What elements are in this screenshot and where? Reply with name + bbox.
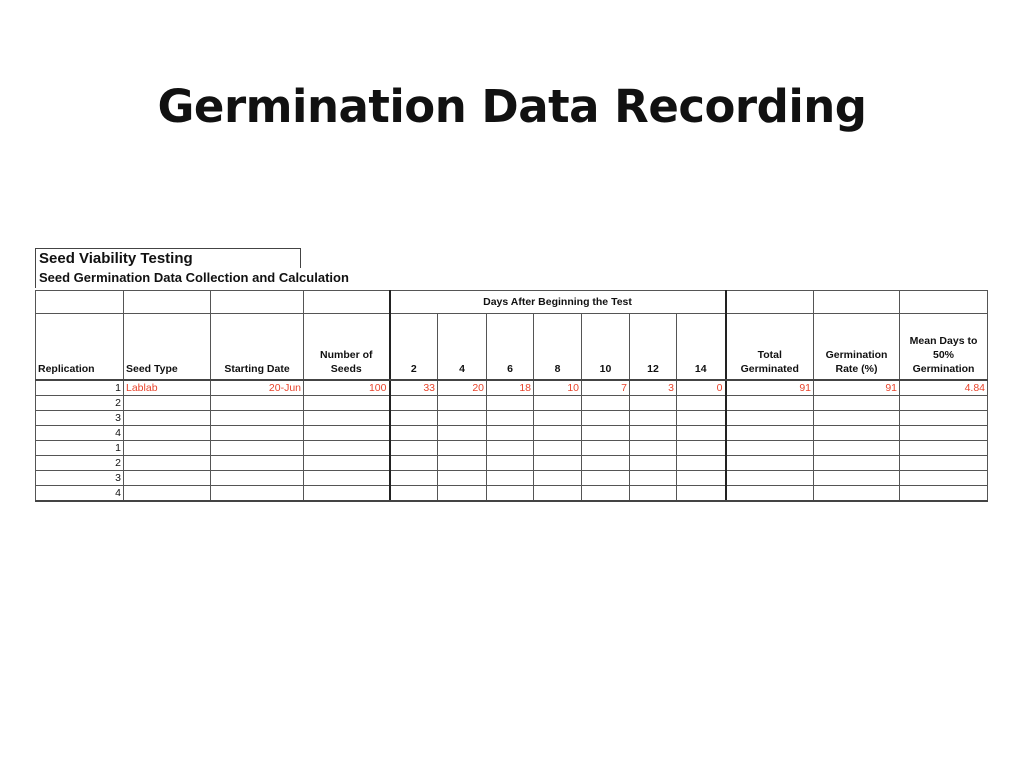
cell-day-count[interactable]	[390, 411, 438, 426]
cell-seed-type[interactable]	[124, 486, 211, 502]
cell-day-count[interactable]	[630, 456, 677, 471]
cell-seed-type[interactable]	[124, 441, 211, 456]
cell-total-germinated[interactable]: 91	[726, 380, 814, 396]
table-body	[36, 380, 988, 501]
col-header-day: 10	[582, 314, 630, 381]
header-spacer	[814, 291, 900, 314]
col-header-mean-days: Mean Days to 50% Germination	[900, 314, 988, 381]
header-spacer	[36, 291, 124, 314]
cell-day-count[interactable]	[438, 426, 487, 441]
col-header-day: 4	[438, 314, 487, 381]
cell-germination-rate[interactable]	[814, 426, 900, 441]
cell-germination-rate[interactable]: 91	[814, 380, 900, 396]
header-spacer	[304, 291, 390, 314]
cell-mean-days[interactable]	[900, 471, 988, 486]
cell-germination-rate[interactable]	[814, 486, 900, 502]
cell-day-count[interactable]	[390, 426, 438, 441]
cell-day-count[interactable]	[582, 456, 630, 471]
cell-day-count[interactable]	[582, 441, 630, 456]
cell-day-count[interactable]	[582, 486, 630, 502]
cell-day-count[interactable]	[630, 441, 677, 456]
cell-day-count[interactable]	[487, 426, 534, 441]
cell-replication[interactable]: 4	[36, 486, 124, 502]
col-header-day: 2	[390, 314, 438, 381]
cell-seed-type[interactable]	[124, 456, 211, 471]
cell-day-count[interactable]	[534, 396, 582, 411]
table-row	[36, 411, 988, 426]
col-header-day: 6	[487, 314, 534, 381]
cell-day-count[interactable]	[390, 471, 438, 486]
cell-day-count[interactable]	[390, 456, 438, 471]
days-after-header: Days After Beginning the Test	[390, 291, 726, 314]
col-header-day: 12	[630, 314, 677, 381]
cell-day-count[interactable]	[487, 456, 534, 471]
cell-number-of-seeds[interactable]	[304, 456, 390, 471]
col-header-starting-date: Starting Date	[211, 314, 304, 381]
cell-germination-rate[interactable]	[814, 441, 900, 456]
cell-replication[interactable]: 1	[36, 441, 124, 456]
cell-day-count[interactable]	[534, 426, 582, 441]
cell-day-count[interactable]	[677, 426, 726, 441]
cell-starting-date[interactable]	[211, 486, 304, 502]
cell-replication[interactable]: 2	[36, 396, 124, 411]
cell-day-count[interactable]	[582, 396, 630, 411]
col-header-germination-rate: Germination Rate (%)	[814, 314, 900, 381]
cell-day-count[interactable]	[630, 486, 677, 502]
cell-day-count[interactable]	[677, 471, 726, 486]
cell-day-count[interactable]: 18	[487, 380, 534, 396]
cell-germination-rate[interactable]	[814, 471, 900, 486]
cell-seed-type[interactable]	[124, 471, 211, 486]
cell-mean-days[interactable]	[900, 396, 988, 411]
sheet-subtitle: Seed Germination Data Collection and Calculation	[35, 268, 349, 288]
cell-starting-date[interactable]	[211, 411, 304, 426]
cell-day-count[interactable]	[677, 441, 726, 456]
table-row	[36, 486, 988, 502]
cell-day-count[interactable]	[582, 471, 630, 486]
cell-mean-days[interactable]	[900, 456, 988, 471]
cell-mean-days[interactable]: 4.84	[900, 380, 988, 396]
col-header-day: 14	[677, 314, 726, 381]
table-row	[36, 380, 988, 396]
cell-total-germinated[interactable]	[726, 456, 814, 471]
cell-day-count[interactable]	[534, 441, 582, 456]
cell-day-count[interactable]: 10	[534, 380, 582, 396]
cell-day-count[interactable]	[582, 411, 630, 426]
cell-day-count[interactable]	[630, 426, 677, 441]
col-header-total-germinated: Total Germinated	[726, 314, 814, 381]
cell-day-count[interactable]	[677, 396, 726, 411]
cell-starting-date[interactable]	[211, 471, 304, 486]
germination-table	[35, 290, 988, 502]
cell-day-count[interactable]	[487, 411, 534, 426]
cell-number-of-seeds[interactable]	[304, 486, 390, 502]
cell-starting-date[interactable]	[211, 441, 304, 456]
cell-day-count[interactable]	[630, 471, 677, 486]
sheet-title: Seed Viability Testing	[35, 248, 301, 268]
cell-day-count[interactable]	[438, 456, 487, 471]
col-header-day: 8	[534, 314, 582, 381]
cell-replication[interactable]: 2	[36, 456, 124, 471]
cell-starting-date[interactable]	[211, 396, 304, 411]
sheet-header	[35, 248, 349, 288]
cell-total-germinated[interactable]	[726, 426, 814, 441]
cell-day-count[interactable]: 3	[630, 380, 677, 396]
cell-mean-days[interactable]	[900, 486, 988, 502]
header-spacer	[900, 291, 988, 314]
cell-seed-type[interactable]	[124, 396, 211, 411]
table-row	[36, 396, 988, 411]
cell-day-count[interactable]	[677, 411, 726, 426]
cell-replication[interactable]: 1	[36, 380, 124, 396]
cell-day-count[interactable]	[534, 456, 582, 471]
cell-day-count[interactable]	[487, 396, 534, 411]
header-spacer	[211, 291, 304, 314]
header-spacer	[124, 291, 211, 314]
cell-day-count[interactable]: 0	[677, 380, 726, 396]
cell-germination-rate[interactable]	[814, 396, 900, 411]
cell-day-count[interactable]	[582, 426, 630, 441]
cell-total-germinated[interactable]	[726, 396, 814, 411]
cell-seed-type[interactable]	[124, 411, 211, 426]
cell-day-count[interactable]	[438, 486, 487, 502]
cell-day-count[interactable]	[630, 411, 677, 426]
cell-day-count[interactable]	[534, 411, 582, 426]
cell-replication[interactable]: 4	[36, 426, 124, 441]
cell-number-of-seeds[interactable]	[304, 441, 390, 456]
cell-day-count[interactable]	[487, 441, 534, 456]
cell-day-count[interactable]	[487, 486, 534, 502]
cell-day-count[interactable]	[390, 396, 438, 411]
table-row	[36, 426, 988, 441]
table-row	[36, 456, 988, 471]
cell-day-count[interactable]	[390, 441, 438, 456]
cell-day-count[interactable]	[438, 396, 487, 411]
cell-germination-rate[interactable]	[814, 411, 900, 426]
table-row	[36, 471, 988, 486]
slide-title: Germination Data Recording	[157, 80, 867, 133]
cell-day-count[interactable]	[390, 486, 438, 502]
cell-mean-days[interactable]	[900, 426, 988, 441]
cell-day-count[interactable]	[677, 456, 726, 471]
cell-day-count[interactable]	[438, 471, 487, 486]
cell-starting-date[interactable]: 20-Jun	[211, 380, 304, 396]
header-row	[36, 314, 988, 381]
table-row	[36, 441, 988, 456]
cell-day-count[interactable]	[534, 471, 582, 486]
col-header-replication: Replication	[36, 314, 124, 381]
cell-day-count[interactable]: 33	[390, 380, 438, 396]
cell-number-of-seeds[interactable]: 100	[304, 380, 390, 396]
cell-replication[interactable]: 3	[36, 471, 124, 486]
cell-number-of-seeds[interactable]	[304, 396, 390, 411]
cell-day-count[interactable]	[630, 396, 677, 411]
cell-total-germinated[interactable]	[726, 441, 814, 456]
cell-total-germinated[interactable]	[726, 486, 814, 502]
cell-total-germinated[interactable]	[726, 471, 814, 486]
cell-day-count[interactable]	[438, 441, 487, 456]
cell-number-of-seeds[interactable]	[304, 426, 390, 441]
cell-day-count[interactable]	[534, 486, 582, 502]
header-row-top	[36, 291, 988, 314]
cell-day-count[interactable]: 20	[438, 380, 487, 396]
cell-replication[interactable]: 3	[36, 411, 124, 426]
header-spacer	[726, 291, 814, 314]
cell-mean-days[interactable]	[900, 411, 988, 426]
cell-day-count[interactable]: 7	[582, 380, 630, 396]
cell-germination-rate[interactable]	[814, 456, 900, 471]
cell-day-count[interactable]	[438, 411, 487, 426]
col-header-seed-type: Seed Type	[124, 314, 211, 381]
cell-number-of-seeds[interactable]	[304, 411, 390, 426]
cell-number-of-seeds[interactable]	[304, 471, 390, 486]
cell-mean-days[interactable]	[900, 441, 988, 456]
cell-day-count[interactable]	[677, 486, 726, 502]
cell-total-germinated[interactable]	[726, 411, 814, 426]
cell-starting-date[interactable]	[211, 456, 304, 471]
cell-day-count[interactable]	[487, 471, 534, 486]
cell-seed-type[interactable]	[124, 426, 211, 441]
cell-seed-type[interactable]: Lablab	[124, 380, 211, 396]
col-header-number-of-seeds: Number of Seeds	[304, 314, 390, 381]
cell-starting-date[interactable]	[211, 426, 304, 441]
